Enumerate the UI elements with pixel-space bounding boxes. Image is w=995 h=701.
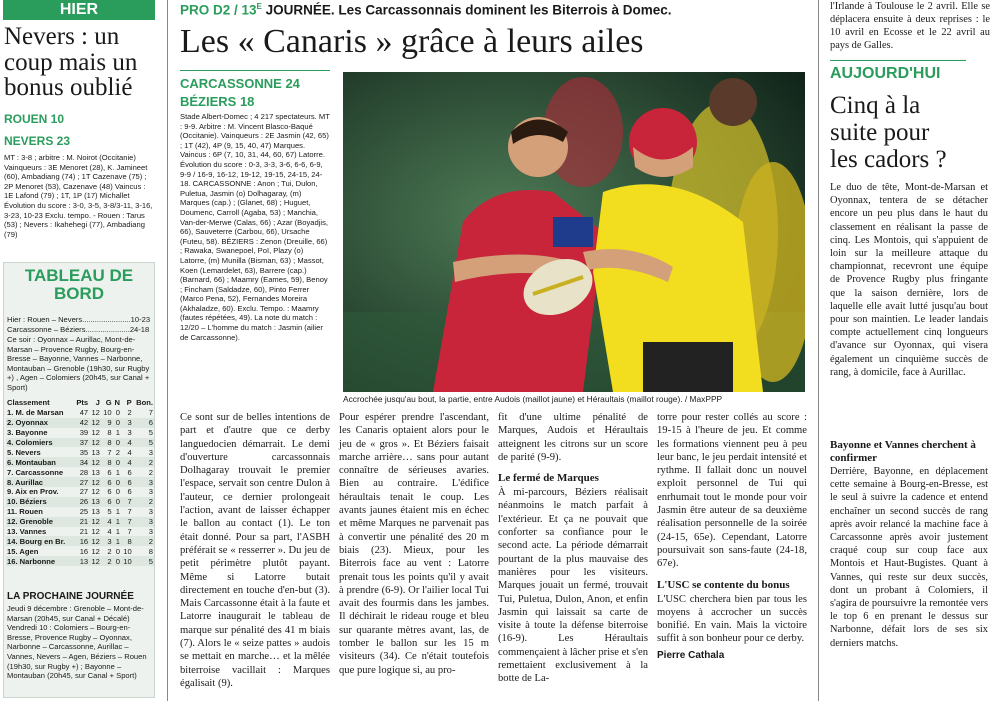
standings-row [6,556,154,566]
stat-cell: 0 [115,438,121,447]
left-column [0,0,158,701]
standings-row [6,457,154,467]
tableau-box [3,262,155,698]
match-photo [343,72,805,392]
stat-cell: 5 [148,556,153,566]
team-name: 7. Carcassonne [7,467,64,477]
score-rouen: ROUEN 10 [4,112,65,126]
stat-cell: 3 [127,418,132,428]
next-body: Jeudi 9 décembre : Grenoble – Mont-de-Marsan (20h45, sur Canal + Décalé) Vendredi 10 : Colomiers – Bourg-en-Bresse, Provence Rugby – Oyonnax, Narbonne – Carcassonne, Aurillac – Vannes, Nevers – Agen, Béziers – Rouen (19h30, sur Rugby +) ; Bayonne – Montauban (20h45, sur Canal + Sport) [7,604,147,681]
team-name: 12. Grenoble [7,517,54,527]
stat-cell: 8 [107,428,112,438]
author: Pierre Cathala [657,649,725,661]
col-bon: Bon. [136,398,153,408]
stat-cell: 3 [148,447,153,457]
stat-cell: 12 [91,517,100,527]
stat-cell: 13 [91,507,100,517]
stat-cell: 0 [115,457,121,467]
stat-cell: 12 [91,418,100,428]
tableau-hier: Hier : Rouen – Nevers.......................10-23 Carcassonne – Béziers.....................24-18 [7,315,151,334]
team-name: 5. Nevers [7,447,41,457]
col3-text-a: fit d'une ultime pénalité de Marques, Audois et Héraultais atteignent les citrons sur un score de parité (9-9). [498,412,648,463]
stat-cell: 3 [148,507,153,517]
standings-row [6,428,154,438]
stat-cell: 28 [79,467,89,477]
stat-cell: 0 [115,487,121,497]
article-col-2: Pour espérer prendre l'ascendant, les Canaris optaient alors pour le jeu de « gros ». Et Béziers faisait marche arrière… sans pour autant connaître de sérieuses avaries. Bien au contraire. L'édifice héraultais tenait le coup. Les avants jaunes étaient mis en échec et même Marques ne parvenait pas à convertir une pénalité des 20 m biais (23). Mieux, pour les Biterrois face au vent : Latorre prenait tous les points qu'il y avait à prendre (6-9). Or l'ailier local Tui avait des fourmis dans les jambes. Il déchirait le rideau rouge et bleu sur quarante mètres avant, las, de tomber le ballon sur les 15 m visiteurs (34). Ce n'était toutefois que pure logique si, au pro- [339,412,489,676]
standings-row [6,467,154,477]
right-top-text: l'Irlande à Toulouse le 2 avril. Elle se déplacera ensuite à deux reprises : le 10 avril en Ecosse et le 22 avril au pays de Galles. [830,1,990,51]
standings-row [6,408,154,418]
stat-cell: 12 [91,536,100,546]
stat-cell: 12 [91,487,100,497]
stat-cell: 2 [127,408,132,418]
section-tag-aujourdhui: AUJOURD'HUI [830,65,941,82]
stat-cell: 4 [127,438,132,447]
score-beziers: BÉZIERS 18 [180,94,255,109]
stat-cell: 27 [79,487,89,497]
stat-cell: 9 [107,418,112,428]
match-details: MT : 3-8 ; arbitre : M. Noirot (Occitanie) Vainqueurs : 3E Menoret (28), K. Jamineet (60), Ambadiang (74) ; 1T Cazenave (75) ; 2P Menoret (53), Cazenave (48) Vaincus : 1E Lafond (79) ; 1T, 1P (17) Michallet Évolution du score : 3-0, 3-5, 3-8/3-11, 3-16, 3-23, 10-23 Exclu. tempo. - Rouen : Tarus (53) ; Nevers : Ikahehegi (77), Ambadiang (79) [4,153,153,239]
standings-row [6,497,154,507]
stat-cell: 8 [107,457,112,467]
stat-cell: 8 [148,546,153,556]
photo-illustration [343,72,805,392]
stat-cell: 1 [115,428,121,438]
stat-cell: 2 [148,467,153,477]
stat-cell: 12 [91,428,100,438]
team-name: 14. Bourg en Br. [7,536,66,546]
standings-row [6,487,154,497]
stat-cell: 0 [115,556,121,566]
stat-cell: 5 [148,428,153,438]
stat-cell: 16 [79,546,89,556]
stat-cell: 12 [91,527,100,537]
stat-cell: 5 [107,507,112,517]
stat-cell: 12 [91,477,100,487]
stat-cell: 13 [91,467,100,477]
col-pts: Pts [76,398,89,408]
stat-cell: 4 [127,447,132,457]
stat-cell: 7 [107,447,112,457]
col-classement: Classement [7,398,50,408]
stat-cell: 0 [115,546,121,556]
standings-row [6,536,154,546]
stat-cell: 10 [123,556,132,566]
stat-cell: 1 [115,527,121,537]
col-p: P [126,398,132,408]
team-name: 8. Aurillac [7,477,44,487]
article-col-3 [498,411,648,686]
stat-cell: 25 [79,507,89,517]
team-name: 13. Vannes [7,527,47,537]
stat-cell: 4 [107,527,112,537]
right-subhead: Bayonne et Vannes cherchent à confirmer [830,439,976,464]
standings-row [6,477,154,487]
stat-cell: 1 [115,536,121,546]
team-name: 2. Oyonnax [7,418,48,428]
col4-text-a: torre pour rester collés au score : 19-15 à l'heure de jeu. Et comme les formations viennent peu à peu leur banc, le jeu perdait intensité et rythme. Il fallait donc un nouvel exploit personnel de Tui qui enrhumait tout le monde pour voir Jasmin être auteur de sa deuxième réalisation personnelle de la soirée (24-15, 65e). Cependant, Latorre poursuivait son sans-faute (24-18, 67e). [657,412,807,570]
tableau-soir: Ce soir : Oyonnax – Aurillac, Mont-de-Marsan – Provence Rugby, Bourg-en-Bresse – Bayonne, Vannes – Narbonne, Montauban – Grenoble (19h30, sur Rugby +) , Agen – Colomiers (20h45, sur Canal + Sport) [7,335,150,392]
stat-cell: 0 [115,418,121,428]
col3-text-b: À mi-parcours, Béziers réalisait néanmoins le match parfait à l'extérieur. Et ça ne pouvait que conforter sa confiance pour le second acte. La période démarrait pourtant de la plus mauvaise des manières pour les visiteurs. Marques jouait un fermé, trouvait Tui, Puletua, Dulon, Anon, et enfin Jasmin qui laissait sa carte de visite à toute la défense biterroise (16-9). Les Héraultais commençaient à lâcher prise et s'en remettaient exclusivement à la botte de La- [498,487,648,685]
article-col-1: Ce sont sur de belles intentions de part et d'autre que ce derby languedocien démarrait. Le demi d'ouverture carcassonnais Dolhagaray trouvait le premier l'espace, servait son centre Dulon à l'auteur, ce dernier prolongeait l'action, avant de laisser échapper le ballon au contact (1). Le ton était donné. Pour sa part, l'ASBH préférait se « resserrer ». Du jeu de petit périmètre plutôt payant. Même si Latorre butait directement en touche d'en-but (3). Mais Carcassonne était à la faute et Latorre inaugurait le tableau de marque sur pénalité des 41 m biais (7). Alors le « seize pattes » audois se mettait en marche… et la mêlée biterroise vacillait : Marques égalisait (9). [180,412,331,689]
stat-cell: 26 [79,497,89,507]
stat-cell: 35 [79,447,89,457]
stat-cell: 12 [91,438,100,447]
kicker-rest: JOURNÉE. Les Carcassonnais dominent les Biterrois à Domec. [261,2,672,18]
col3-subhead: Le fermé de Marques [498,472,599,485]
stat-cell: 3 [107,536,112,546]
stat-cell: 6 [127,477,132,487]
stat-cell: 1 [115,507,121,517]
team-name: 11. Rouen [7,507,43,517]
stat-cell: 12 [91,457,100,467]
stat-cell: 13 [79,556,89,566]
stat-cell: 16 [79,536,89,546]
stat-cell: 2 [107,546,112,556]
team-name: 10. Béziers [7,497,47,507]
stat-cell: 13 [91,447,100,457]
kicker-sup: E [256,2,262,11]
stat-cell: 27 [79,477,89,487]
stat-cell: 2 [107,556,112,566]
score-nevers: NEVERS 23 [4,134,71,148]
standings-row [6,517,154,527]
team-name: 3. Bayonne [7,428,48,438]
team-name: 4. Colomiers [7,438,53,447]
col-j: J [95,398,100,408]
standings-row [6,447,154,457]
stat-cell: 7 [127,517,132,527]
stat-cell: 6 [107,477,112,487]
stat-cell: 0 [115,408,121,418]
stat-cell: 4 [107,517,112,527]
match-fiche: Stade Albert-Domec ; 4 217 spectateurs. MT : 9-9. Arbitre : M. Vincent Blasco-Baqué (Occitanie). Vainqueurs : 2E Jasmin (42, 65) ; 1T (42), 4P (9, 15, 40, 47) Marques. Vaincus : 6P (7, 10, 31, 44, 60, 67) Latorre. Évolution du score : 0-3, 3-3, 3-6, 6-6, 6-9, 9-9 / 16-9, 16-12, 19-12, 19-15, 24-15, 24-18. CARCASSONNE : Anon ; Tui, Dulon, Puletua, Jasmin (o) Dolhagaray, (m) Marques (cap.) ; (Glanet, 68) ; Huguet, Doumenc, Carroll (Agaba, 53) ; Manchia, Van-der-Merwe (Calas, 66) ; Azar (Boyadjis, 66), Sauveterre (Carbou, 66), Ursache (Futeu, 58). BÉZIERS : Zenon (Dreuille, 66) ; Rawaka, Swanepoel, Poï, Plazy (o) Latorre, (m) Munilla (Bisman, 63) ; Massot, Koen (Lemardelet, 63), Barrere (cap.) (Barnard, 66) ; Maamry (Eames, 59), Benoy ; Fincham (Saldadze, 60), Pinto Ferrer (Marco Pena, 52), Fernandes Moreira (Akhaladze, 60). Exclu. Tempo. : Maamry (fautes répétées, 49). La note du match : 12/20 – L'homme du match : Jasmin (ailier de Carcassonne). [180,112,330,342]
stat-cell: 10 [103,408,112,418]
stat-cell: 4 [127,457,132,467]
standings-table [6,398,154,566]
team-name: 1. M. de Marsan [7,408,64,418]
article-col-4 [657,411,807,661]
standings-table-wrap [6,398,154,566]
kicker-league: PRO D2 / 13 [180,2,257,18]
standings-header [6,398,154,408]
col4-subhead: L'USC se contente du bonus [657,578,790,591]
stat-cell: 12 [91,408,100,418]
stat-cell: 0 [115,497,121,507]
next-title: LA PROCHAINE JOURNÉE [7,591,134,602]
stat-cell: 6 [107,467,112,477]
stat-cell: 7 [127,497,132,507]
stat-cell: 3 [148,517,153,527]
stat-cell: 3 [127,428,132,438]
stat-cell: 13 [91,497,100,507]
team-name: 15. Agen [7,546,39,556]
stat-cell: 2 [148,457,153,467]
col-g: G [105,398,112,408]
stat-cell: 5 [148,438,153,447]
kicker [180,2,820,18]
stat-cell: 12 [91,556,100,566]
main-headline: Les « Canaris » grâce à leurs ailes [180,23,644,60]
stat-cell: 2 [148,497,153,507]
headline-rule [180,70,330,71]
stat-cell: 2 [148,536,153,546]
left-headline: Nevers : un coup mais un bonus oublié [4,23,138,101]
score-carcassonne: CARCASSONNE 24 [180,76,300,91]
standings-row [6,546,154,556]
standings-row [6,418,154,428]
stat-cell: 21 [79,517,89,527]
photo-caption: Accrochée jusqu'au bout, la partie, entre Audois (maillot jaune) et Héraultais (maillot rouge). / MaxPPP [343,394,723,404]
stat-cell: 3 [148,527,153,537]
team-name: 16. Narbonne [7,556,56,566]
team-name: 9. Aix en Prov. [7,487,59,497]
stat-cell: 6 [107,497,112,507]
stat-cell: 8 [107,438,112,447]
tableau-title: TABLEAU DE BORD [24,266,134,303]
standings-row [6,438,154,448]
col-n: N [114,398,121,408]
standings-row [6,507,154,517]
stat-cell: 7 [148,408,153,418]
stat-cell: 6 [127,487,132,497]
stat-cell: 21 [79,527,89,537]
stat-cell: 42 [79,418,89,428]
team-name: 6. Montauban [7,457,56,467]
stat-cell: 10 [123,546,132,556]
divider-right [818,0,819,701]
stat-cell: 3 [148,477,153,487]
section-tag-hier: HIER [3,0,155,20]
stat-cell: 34 [79,457,89,467]
stat-cell: 3 [148,487,153,497]
standings-body [6,408,154,566]
right-rule [830,60,966,61]
stat-cell: 8 [127,536,132,546]
stat-cell: 1 [115,517,121,527]
right-body-2: Derrière, Bayonne, en déplacement cette semaine à Bourg-en-Bresse, est le seul à suivre la cadence et entend enchaîner un second succès de rang après avoir relancé la machine face à Carcassonne après avoir justement craqué coup sur coup face aux Montois et Haut-Bugistes. Quant à Vannes, qui reste sur deux succès, dont un probant à Colomiers, il s'agira de poursuivre la remontée vers le top 6 en prenant le dessus sur Narbonne, défait lors de ses six derniers matchs. [830,466,988,649]
stat-cell: 47 [79,408,89,418]
stat-cell: 1 [115,467,121,477]
col4-text-b: L'USC cherchera bien par tous les moyens à accrocher un succès bonifié. En vain. Mais la victoire suffit à son bonheur pour ce derby. [657,593,807,645]
standings-row [6,527,154,537]
stat-cell: 2 [115,447,121,457]
stat-cell: 39 [79,428,89,438]
stat-cell: 12 [91,546,100,556]
right-headline: Cinq à la suite pour les cadors ? [830,92,947,173]
right-body-1: Le duo de tête, Mont-de-Marsan et Oyonnax, tentera de se détacher encore un peu plus dans le haut du classement en réalisant la passe de cinq. Les Montois, qui s'appuient de loin sur la meilleure attaque du championnat, recevront une équipe de Provence Rugby plus fringante que la saison dernière, lors de laquelle elle avait lutté jusqu'au bout pour son maintien. Le leader landais compte actuellement cinq longueurs d'avance sur Oyonnax, qui visera également un cinquième succès de rang, à domicile, face à Aurillac. [830,182,988,378]
stat-cell: 7 [127,527,132,537]
stat-cell: 6 [148,418,153,428]
stat-cell: 7 [127,507,132,517]
stat-cell: 6 [127,467,132,477]
stat-cell: 0 [115,477,121,487]
stat-cell: 37 [79,438,89,447]
stat-cell: 6 [107,487,112,497]
divider-left [167,0,168,701]
